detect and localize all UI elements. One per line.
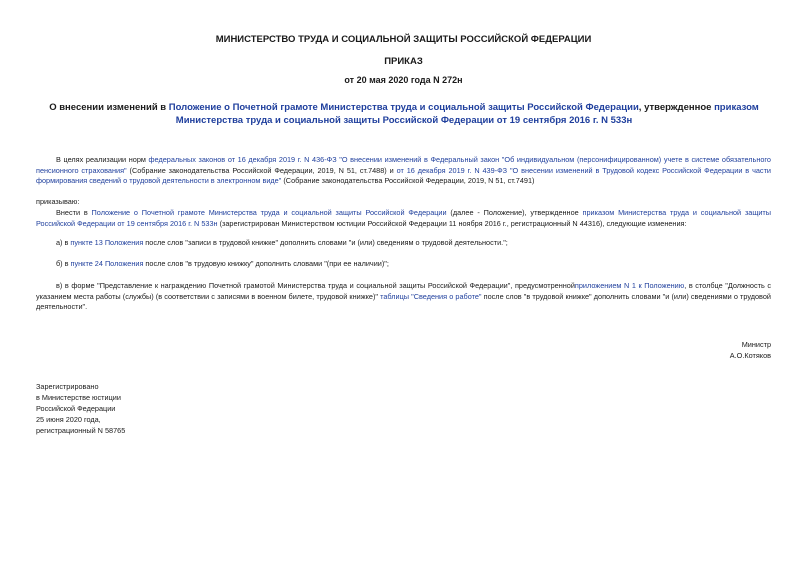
preamble-link-law-436[interactable]: федеральных законов от 16 декабря 2019 г. N 436-ФЗ "О внесении изменений в Федеральный закон "Об индивидуальном (персонифицированном) учете в системе обязательного пенсионного страхования" xyxy=(36,155,771,175)
ministry-title: МИНИСТЕРСТВО ТРУДА И СОЦИАЛЬНОЙ ЗАЩИТЫ РОССИЙСКОЙ ФЕДЕРАЦИИ xyxy=(215,34,592,45)
item-c-text-3: после слов "в трудовой книжке" дополнить словами "и (или) сведениями о трудовой деятельности". xyxy=(36,291,771,312)
document-subject xyxy=(36,101,772,127)
subject-link-order[interactable]: приказом Министерства труда и социальной защиты Российской Федерации от 19 сентября 2016 г. N 533н xyxy=(175,102,759,126)
preamble-link-law-439[interactable]: от 16 декабря 2019 г. N 439-ФЗ "О внесении изменений в Трудовой кодекс Российской Федерации в части формирования сведений о трудовой деятельности в электронном виде" xyxy=(36,165,771,186)
registration-line: 25 июня 2020 года, xyxy=(36,415,101,424)
item-a-paragraph xyxy=(36,238,771,249)
amendment-paragraph xyxy=(36,208,771,229)
registration-line: Зарегистрировано xyxy=(36,382,99,391)
item-b-text-1: б) в xyxy=(56,259,71,268)
subject-text-1: О внесении изменений в xyxy=(49,102,169,113)
amend-link-order[interactable]: приказом Министерства труда и социальной защиты Российской Федерации от 19 сентября 2016 г. N 533н xyxy=(36,208,772,228)
order-word: приказываю: xyxy=(36,197,80,206)
item-c-text-1: в) в форме "Представление к награждению Почетной грамотой Министерства труда и социальной защиты Российской Федерации", предусмотренной xyxy=(56,281,575,290)
registration-line: Российской Федерации xyxy=(36,404,116,413)
item-c-text-2: , в столбце "Должность с указанием места работы (службы) (в соответствии с записями в военном билете, трудовой книжке)" xyxy=(36,281,771,301)
item-b-paragraph xyxy=(36,259,771,270)
subject-text-2: , утвержденное xyxy=(638,102,715,113)
signature-title: Министр xyxy=(741,340,771,349)
preamble-text-2: (Собрание законодательства Российской Федерации, 2019, N 51, ст.7488) и xyxy=(126,165,397,175)
item-c-paragraph xyxy=(36,281,771,313)
preamble-paragraph xyxy=(36,155,771,187)
amend-text-1: Внести в xyxy=(56,208,92,217)
item-b-link[interactable]: пункте 24 Положения xyxy=(70,259,144,268)
signature-block xyxy=(730,339,771,361)
signature-name: А.О.Котяков xyxy=(729,351,771,360)
item-c-link-appendix[interactable]: приложением N 1 к Положению xyxy=(574,281,685,290)
item-a-link[interactable]: пункте 13 Положения xyxy=(70,238,144,247)
document-type: ПРИКАЗ xyxy=(384,56,423,67)
item-c-link-table[interactable]: таблицы "Сведения о работе" xyxy=(380,291,482,301)
amend-link-regulation[interactable]: Положение о Почетной грамоте Министерства труда и социальной защиты Российской Федерации xyxy=(91,208,447,217)
item-b-text-2: после слов "в трудовую книжку" дополнить словами "(при ее наличии)"; xyxy=(143,259,389,268)
registration-line: регистрационный N 58765 xyxy=(36,426,126,435)
registration-block xyxy=(36,381,125,436)
amend-text-2: (далее - Положение), утвержденное xyxy=(446,208,583,217)
document-date-number: от 20 мая 2020 года N 272н xyxy=(344,75,463,85)
subject-link-regulation[interactable]: Положение о Почетной грамоте Министерства труда и социальной защиты Российской Федерации xyxy=(168,102,639,113)
registration-line: в Министерстве юстиции xyxy=(36,393,121,402)
item-a-text-1: а) в xyxy=(56,238,71,247)
item-a-text-2: после слов "записи в трудовой книжке" дополнить словами "и (или) сведениям о трудовой деятельности."; xyxy=(143,238,508,247)
preamble-text-3: (Собрание законодательства Российской Федерации, 2019, N 51, ст.7491) xyxy=(281,176,535,186)
preamble-text-1: В целях реализации норм xyxy=(56,155,149,164)
amend-text-3: (зарегистрирован Министерством юстиции Российской Федерации 11 ноября 2016 г., регистрационный N 44316), следующие изменения: xyxy=(217,218,687,228)
